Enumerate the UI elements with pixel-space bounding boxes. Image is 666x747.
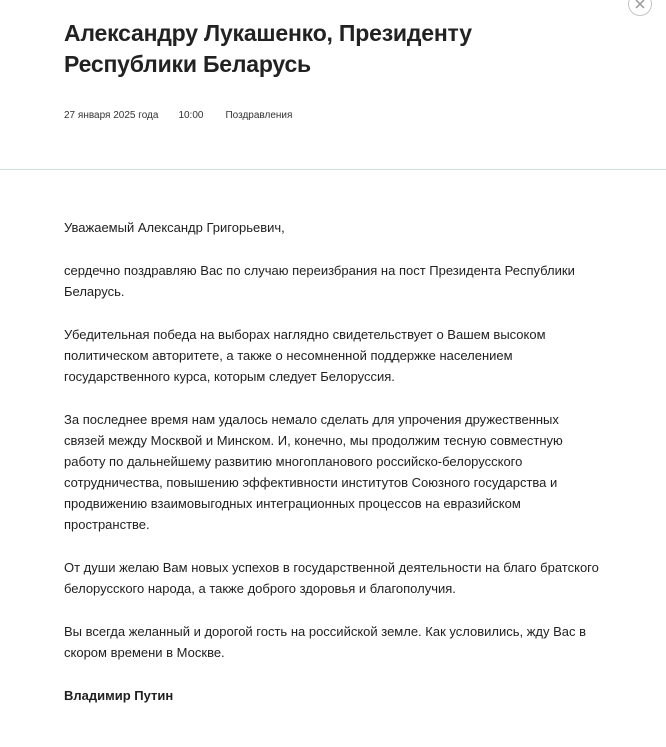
rubric-link[interactable]: Поздравления xyxy=(225,110,293,121)
publish-date: 27 января 2025 года xyxy=(64,110,159,121)
letter-greeting: Уважаемый Александр Григорьевич, xyxy=(64,220,285,235)
close-icon xyxy=(629,0,651,15)
letter-paragraph: Убедительная победа на выборах наглядно свидетельствует о Вашем высоком политическом авторитете, а также о несомненной поддержке населением государственного курса, которым следует Белоруссия. xyxy=(64,327,546,384)
article-meta xyxy=(64,110,602,121)
letter-signature: Владимир Путин xyxy=(64,688,174,703)
letter-body xyxy=(0,170,666,706)
close-button[interactable] xyxy=(628,0,652,16)
article-header xyxy=(0,0,666,170)
page-title: Александру Лукашенко, Президенту Республики Беларусь xyxy=(64,20,472,77)
letter-paragraph: Вы всегда желанный и дорогой гость на российской земле. Как условились, жду Вас в скором времени в Москве. xyxy=(64,624,587,660)
publish-time: 10:00 xyxy=(178,110,204,121)
letter-paragraph: От души желаю Вам новых успехов в государственной деятельности на благо братского белорусского народа, а также доброго здоровья и благополучия. xyxy=(64,560,599,596)
letter-paragraph: За последнее время нам удалось немало сделать для упрочения дружественных связей между Москвой и Минском. И, конечно, мы продолжим тесную совместную работу по дальнейшему развитию многопланового российско-белорусского сотрудничества, повышению эффективности институтов Союзного государства и продвижению взаимовыгодных интеграционных процессов на евразийском пространстве. xyxy=(64,412,563,532)
letter-paragraph: сердечно поздравляю Вас по случаю переизбрания на пост Президента Республики Беларусь. xyxy=(64,263,575,299)
